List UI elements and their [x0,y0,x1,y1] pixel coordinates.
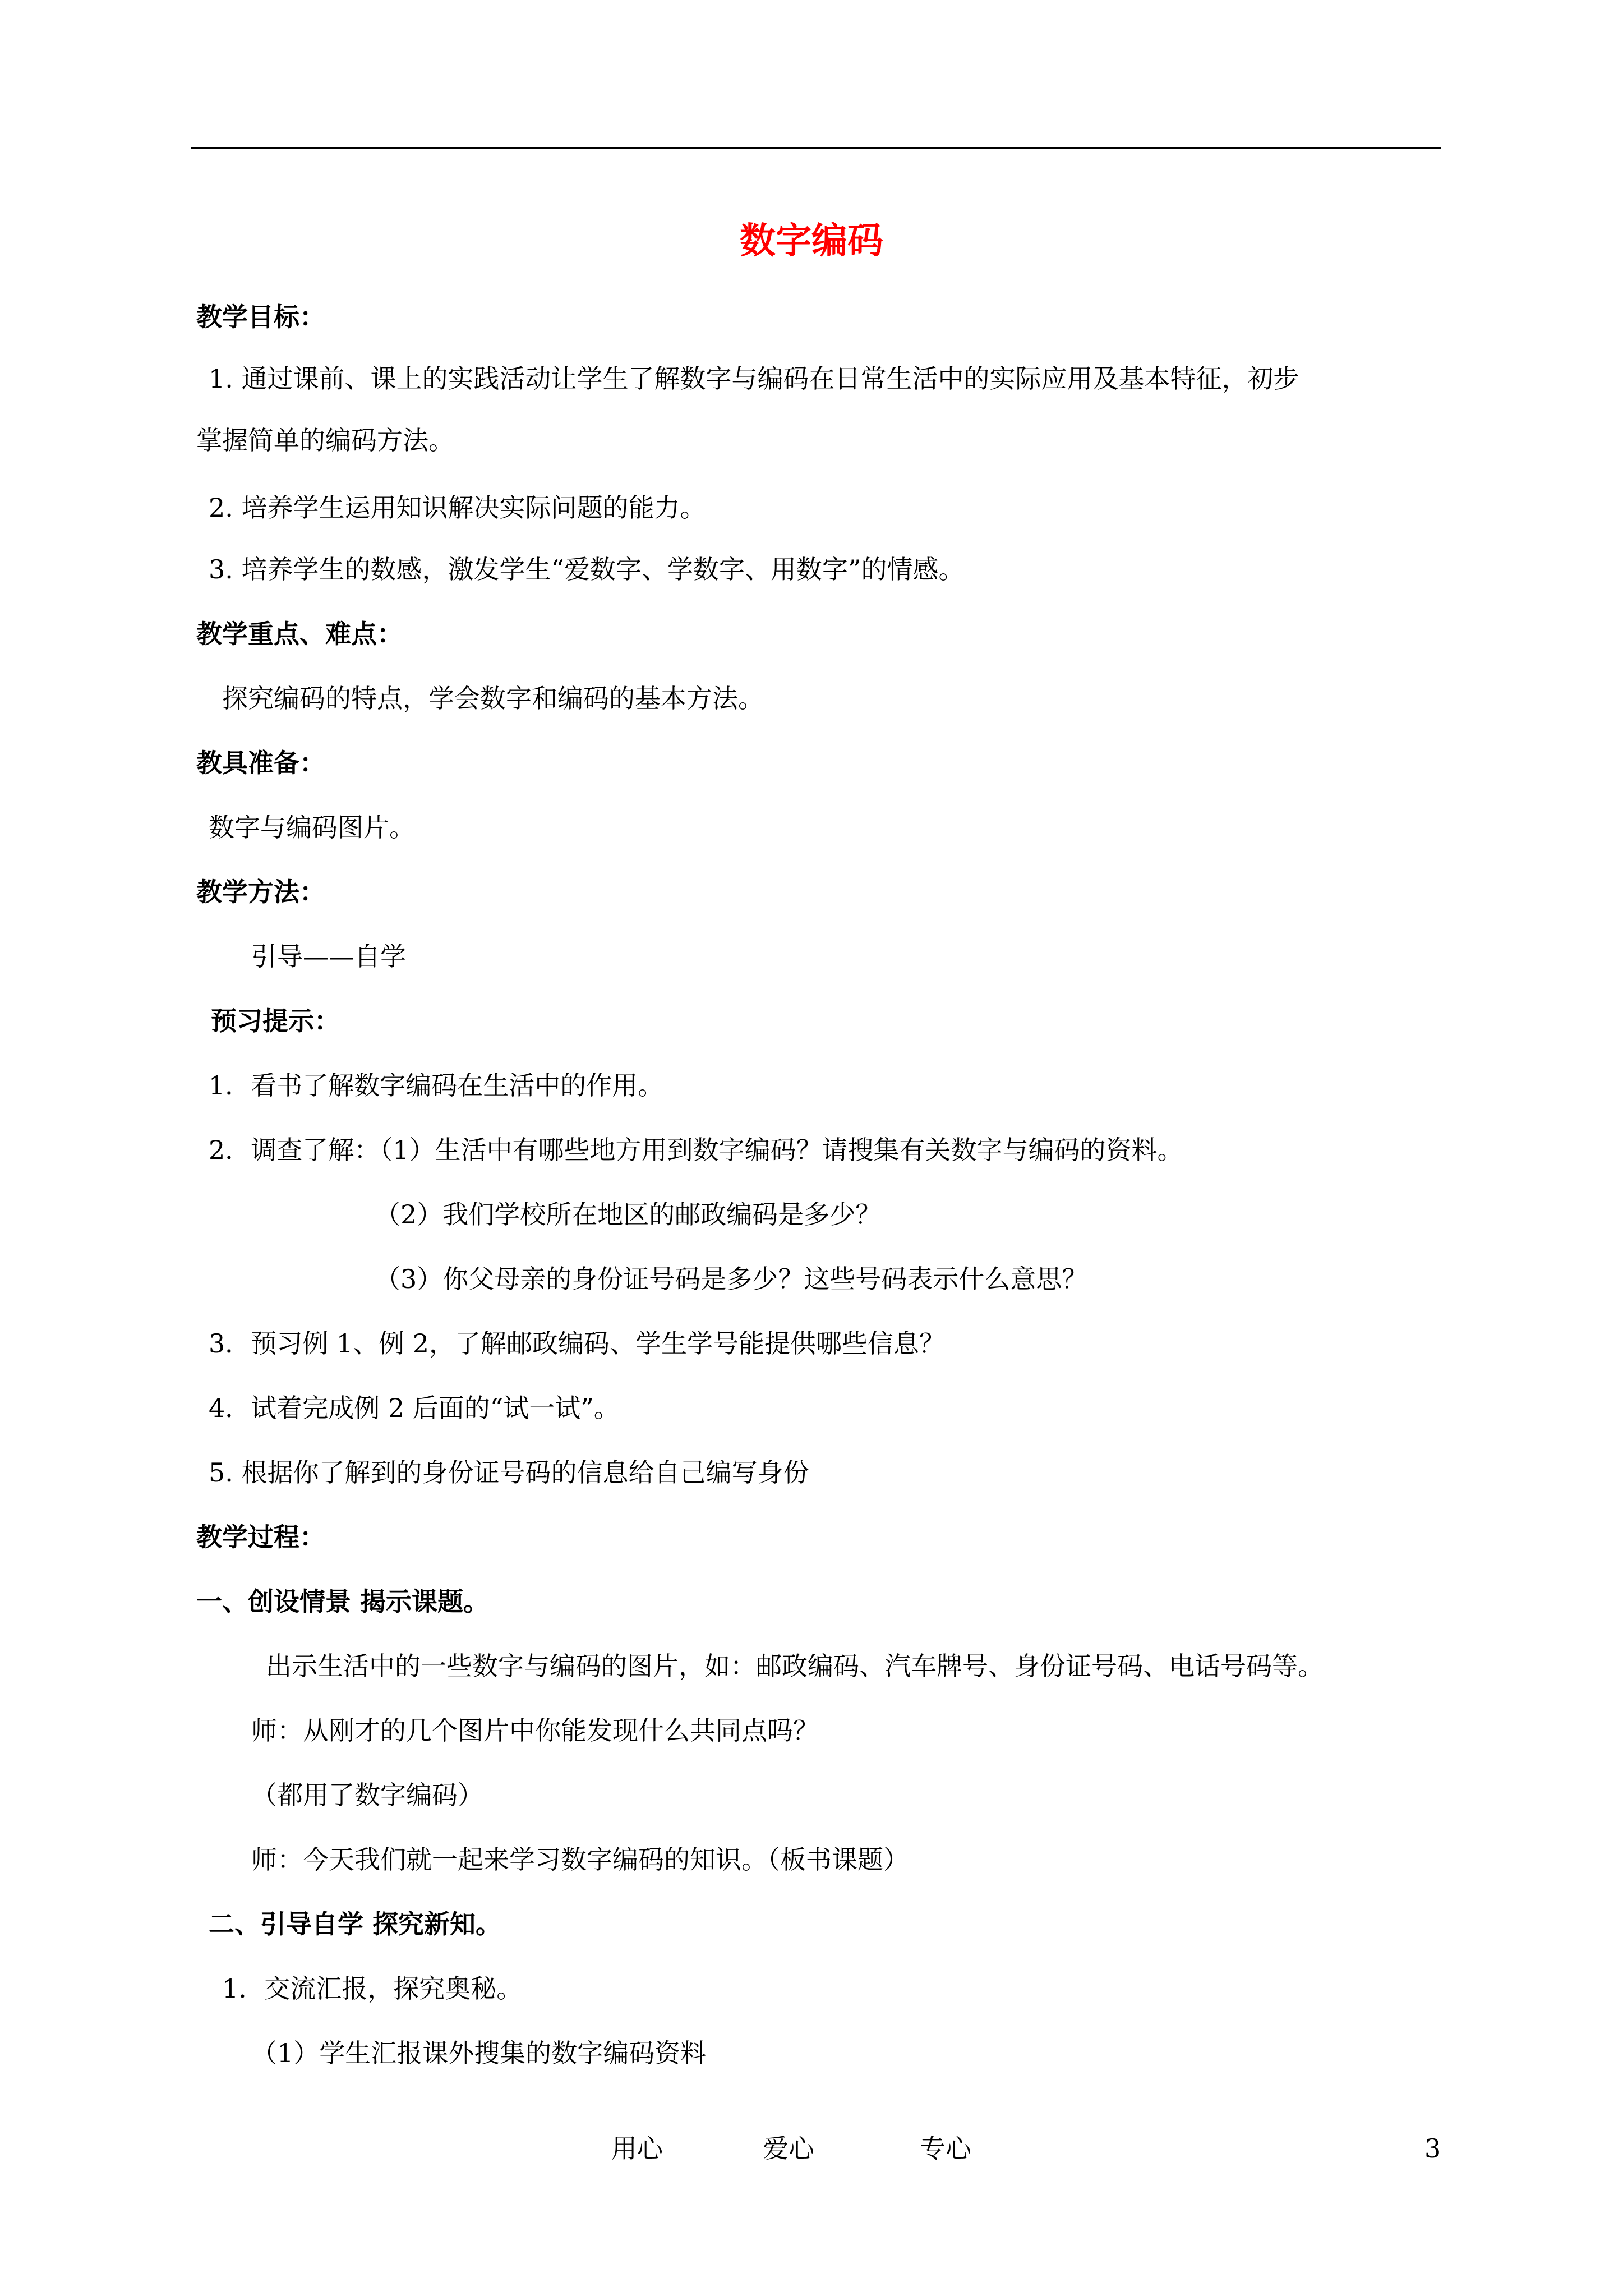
goal-1-line-2: 掌握简单的编码方法。 [196,425,454,455]
preview-tip-3: 3．预习例 1、例 2，了解邮政编码、学生学号能提供哪些信息？ [209,1328,946,1359]
goal-2: 2. 培养学生运用知识解决实际问题的能力。 [209,493,706,523]
preview-tip-5: 5. 根据你了解到的身份证号码的信息给自己编写身份 [209,1457,809,1488]
heading-teaching-aids: 教具准备： [196,748,325,778]
teaching-methods-text: 引导——自学 [251,941,406,972]
teaching-aids-text: 数字与编码图片。 [209,812,415,843]
preview-tip-2: 2．调查了解：（1）生活中有哪些地方用到数字编码？请搜集有关数字与编码的资料。 [209,1135,1183,1165]
section-1-heading: 一、创设情景 揭示课题。 [196,1586,490,1617]
header-rule [191,147,1441,149]
section-2-item-1-sub-1: （1）学生汇报课外搜集的数字编码资料 [251,2038,707,2068]
preview-tip-2-sub-3: （3）你父母亲的身份证号码是多少？这些号码表示什么意思？ [375,1264,1088,1294]
preview-tip-4: 4．试着完成例 2 后面的“试一试”。 [209,1393,620,1423]
page-number: 3 [1424,2133,1441,2164]
key-points-text: 探究编码的特点，学会数字和编码的基本方法。 [222,683,764,714]
goal-1-line-1: 1. 通过课前、课上的实践活动让学生了解数字与编码在日常生活中的实际应用及基本特征，初步 [209,364,1299,394]
goal-3: 3. 培养学生的数感，激发学生“爱数字、学数字、用数字”的情感。 [209,554,965,585]
student-answer: （都用了数字编码） [251,1780,483,1810]
heading-teaching-goals: 教学目标： [196,302,325,332]
footer-motto-3: 专心 [920,2133,971,2164]
page-title: 数字编码 [740,220,883,262]
heading-teaching-methods: 教学方法： [196,877,325,907]
teacher-intro: 师：今天我们就一起来学习数字编码的知识。（板书课题） [251,1844,909,1875]
section-2-item-1: 1．交流汇报，探究奥秘。 [222,1973,523,2004]
footer-motto-1: 用心 [611,2133,663,2164]
section-2-heading: 二、引导自学 探究新知。 [209,1909,502,1939]
preview-tip-1: 1．看书了解数字编码在生活中的作用。 [209,1070,664,1101]
preview-tip-2-sub-2: （2）我们学校所在地区的邮政编码是多少？ [375,1199,882,1230]
heading-key-points: 教学重点、难点： [196,619,403,649]
section-1-paragraph: 出示生活中的一些数字与编码的图片，如：邮政编码、汽车牌号、身份证号码、电话号码等。 [266,1651,1324,1681]
heading-preview-tips: 预习提示： [211,1006,340,1036]
footer-motto-2: 爱心 [763,2133,814,2164]
heading-teaching-process: 教学过程： [196,1522,325,1552]
teacher-question: 师：从刚才的几个图片中你能发现什么共同点吗？ [251,1715,819,1746]
